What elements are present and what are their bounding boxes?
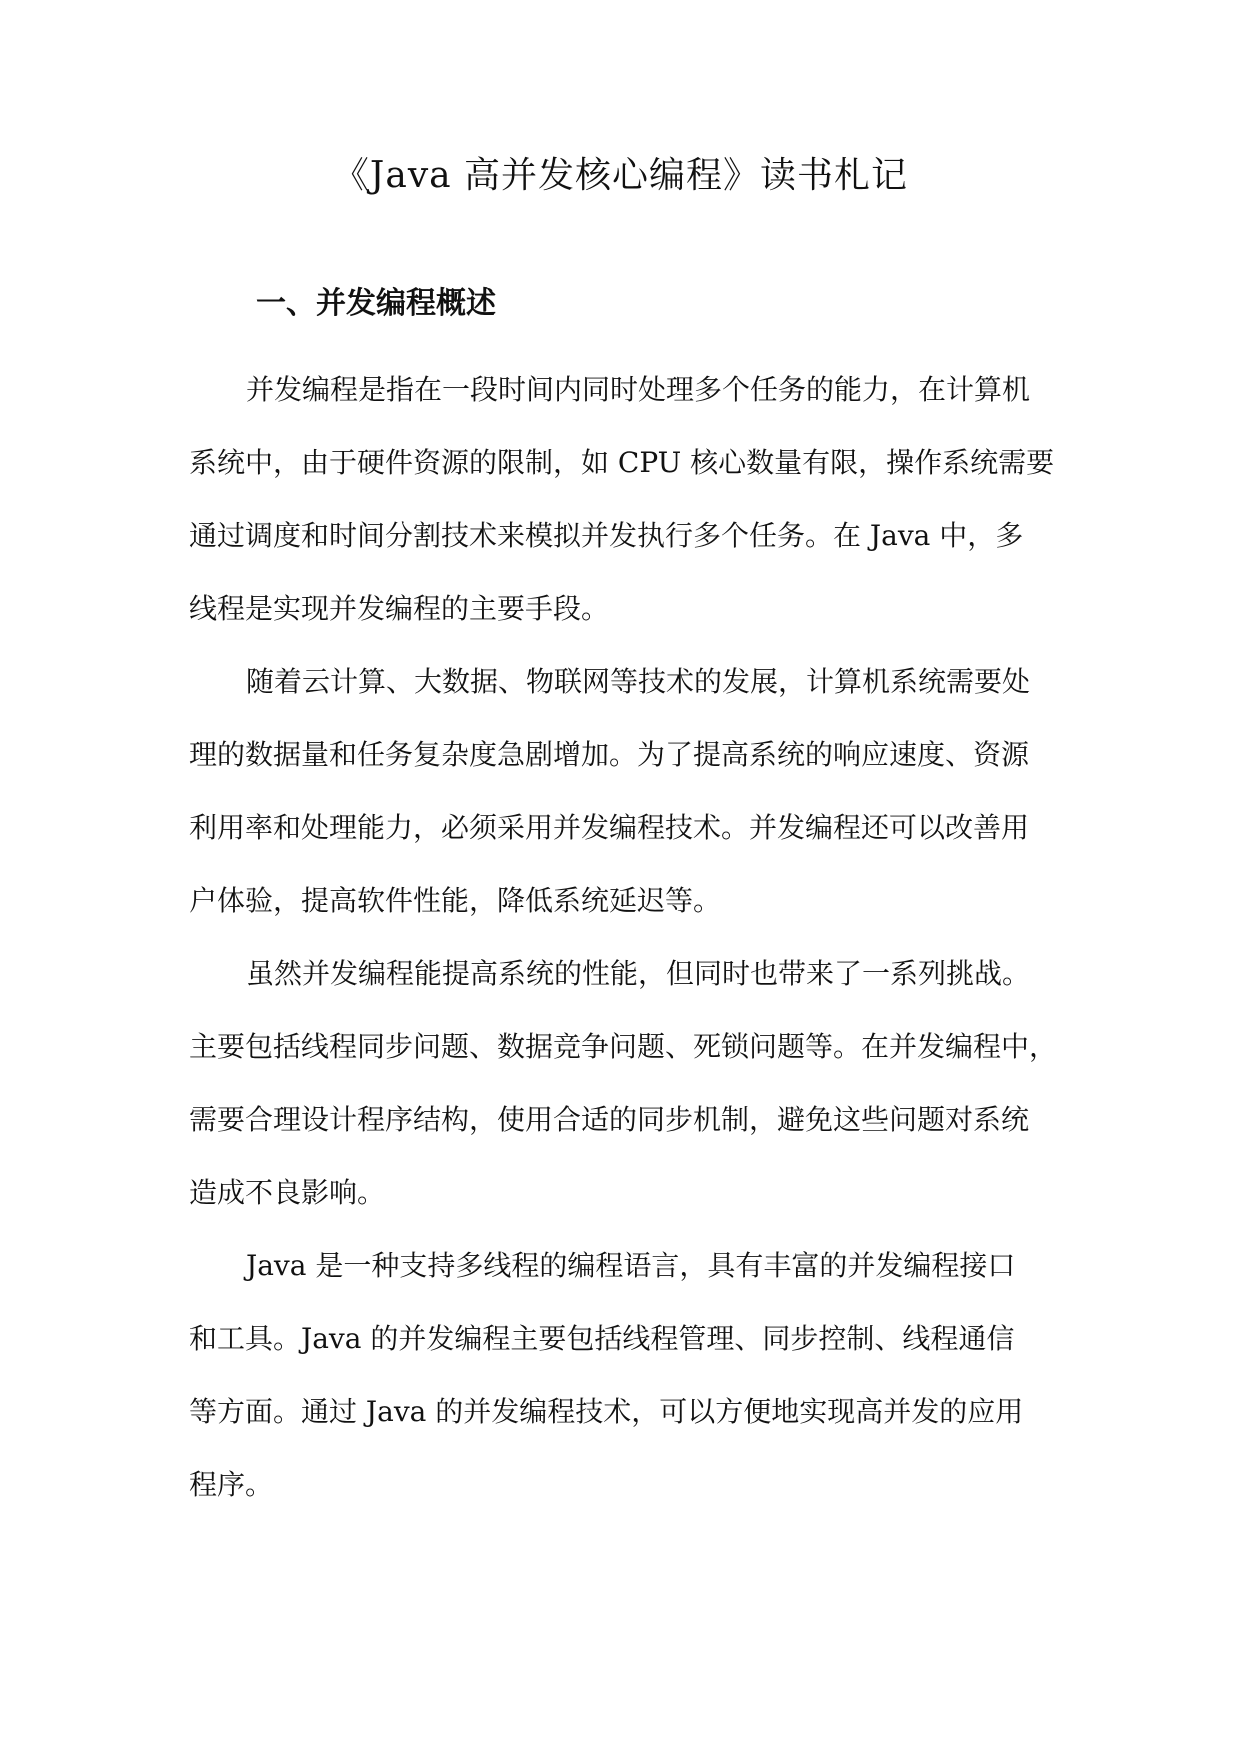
paragraph-1-line-3: 通过调度和时间分割技术来模拟并发执行多个任务。在 Java 中，多 [189, 519, 1024, 552]
paragraph-2-line-3: 利用率和处理能力，必须采用并发编程技术。并发编程还可以改善用 [189, 811, 1030, 844]
document-title: 《Java 高并发核心编程》读书札记 [332, 155, 909, 196]
section-heading-overview: 一、并发编程概述 [256, 286, 496, 321]
paragraph-3-line-2: 主要包括线程同步问题、数据竞争问题、死锁问题等。在并发编程中， [189, 1030, 1058, 1063]
paragraph-4-line-2: 和工具。Java 的并发编程主要包括线程管理、同步控制、线程通信 [189, 1322, 1015, 1355]
paragraph-3-line-1: 虽然并发编程能提高系统的性能，但同时也带来了一系列挑战。 [246, 957, 1031, 990]
paragraph-2-line-4: 户体验，提高软件性能，降低系统延迟等。 [189, 884, 722, 917]
paragraph-2-line-2: 理的数据量和任务复杂度急剧增加。为了提高系统的响应速度、资源 [189, 738, 1030, 771]
paragraph-4-line-1: Java 是一种支持多线程的编程语言，具有丰富的并发编程接口 [246, 1249, 1016, 1282]
paragraph-4-line-4: 程序。 [189, 1468, 274, 1501]
paragraph-1-line-2: 系统中，由于硬件资源的限制，如 CPU 核心数量有限，操作系统需要 [189, 446, 1055, 479]
paragraph-2-line-1: 随着云计算、大数据、物联网等技术的发展，计算机系统需要处 [246, 665, 1031, 698]
paragraph-3-line-4: 造成不良影响。 [189, 1176, 386, 1209]
paragraph-4-line-3: 等方面。通过 Java 的并发编程技术，可以方便地实现高并发的应用 [189, 1395, 1024, 1428]
paragraph-3-line-3: 需要合理设计程序结构，使用合适的同步机制，避免这些问题对系统 [189, 1103, 1030, 1136]
paragraph-1-line-1: 并发编程是指在一段时间内同时处理多个任务的能力，在计算机 [246, 373, 1031, 406]
paragraph-1-line-4: 线程是实现并发编程的主要手段。 [189, 592, 610, 625]
